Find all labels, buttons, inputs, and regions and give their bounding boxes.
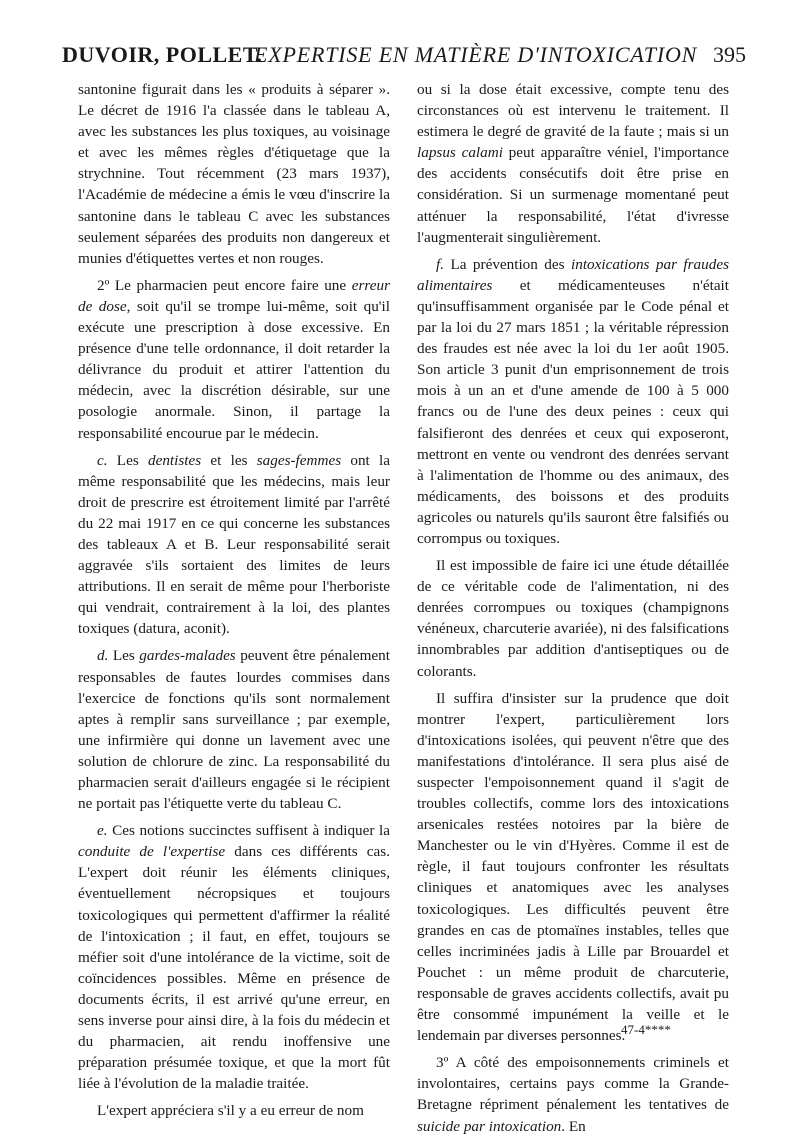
paragraph-suicide: 3º A côté des empoisonnements criminels et involontaires, certains pays comme la Grande-Bretagne répriment pénalement les tentatives de suicide par intoxication. En — [417, 1054, 729, 1135]
paragraph-fraudes-alimentaires: f. La prévention des intoxications par fraudes alimentaires et médicamenteuses n'était qu'insuffisamment organisée par le Code pénal et par la loi du 27 mars 1851 ; la véritable répression des fraudes est née avec la loi du 1er août 1905. Son article 3 punit d'un emprisonnement de trois mois à un an et d'une amende de 100 à 5 000 francs ou de l'une des deux peines : ceux qui falsifieront des denrées et ceux qui exposeront, mettront en vente ou vendront des denrées servant à l'alimentation de l'homme ou des animaux, des médicaments, des boissons et des produits agricoles ou naturels qu'ils sauront être falsifiés ou corrompus ou toxiques. — [417, 255, 729, 547]
paragraph-code-alimentation: Il est impossible de faire ici une étude détaillée de ce véritable code de l'alimentation, ni des denrées corrompues ou toxiques (champignons vénéneux, charcuterie avariée), ni des falsifications innombrables par addition d'antiseptiques ou de colorants. — [417, 557, 729, 680]
paragraph-conduite-expertise: e. Ces notions succinctes suffisent à indiquer la conduite de l'expertise dans ces différents cas. L'expert doit réunir les éléments cliniques, éventuellement nécropsiques et toujours toxicologiques qui permettent d'affirmer la réalité de l'intoxication ; il faut, en effet, toujours se méfier soit d'une intolérance de la victime, soit de coïncidences possibles. Même en présence de documents écrits, il est arrivé qu'une erreur, en sens inverse pour ainsi dire, à la fois du médecin et du pharmacien, ait rendu inoffensive une préparation présumée toxique, et que la mort fût liée à l'évolution de la maladie traitée. — [78, 822, 390, 1093]
running-header — [62, 42, 746, 76]
paragraph-prudence-expert: Il suffira d'insister sur la prudence que doit montrer l'expert, particulièrement lors d'intoxications isolées, qui peuvent n'être que des manifestations d'intolérance. Il sera plus aisé de suspecter l'empoisonnement quand il s'agit de troubles collectifs, comme lors des intoxications arsenicales restées notoires par la bière de Manchester ou le vin d'Hyères. Comme il est de règle, il faut toujours confronter les résultats cliniques et anatomiques avec les analyses toxicologiques. Les difficultés peuvent être grandes en cas de ptomaïnes instables, telles que celles incriminées jadis à Lille par Brouardel et Pouchet : un même produit de charcuterie, responsable de graves accidents collectifs, avait pu être consommé impunément la veille et le lendemain par diverses personnes. — [417, 689, 729, 1045]
paragraph-dentistes: c. Les dentistes et les sages-femmes ont la même responsabilité que les médecins, mais leur droit de prescrire est étroitement limité par l'arrêté du 22 mai 1917 en ce qui concerne les substances des tableaux A et B. Leur responsabilité serait aggravée s'ils sortaient des limites de leurs attributions. Il en serait de même pour l'herboriste qui vendrait, contrairement à la loi, des plantes toxiques (datura, aconit). — [78, 451, 390, 638]
paragraph-erreur-de-dose: 2º Le pharmacien peut encore faire une erreur de dose, soit qu'il se trompe lui-même, soit qu'il exécute une prescription à dose excessive. En présence d'une telle ordonnance, il doit retarder la délivrance du produit et attirer l'attention du médecin, avec la discrétion désirable, sur une posologie anormale. Sinon, il partage la responsabilité encourue par le médecin. — [78, 276, 390, 442]
header-authors: DUVOIR, POLLET. — [62, 42, 263, 67]
page-number: 395 — [713, 42, 746, 67]
paragraph-dose-excessive: ou si la dose était excessive, compte tenu des circonstances où est intervenu le traitement. Il estimera le degré de gravité de la faute ; mais si un lapsus calami peut apparaître véniel, l'importance des accidents consécutifs doit être prise en considération. Si un surmenage momentané peut atténuer la responsabilité, l'état d'ivresse l'augmenterait singulièrement. — [417, 81, 729, 246]
paragraph-expert-appreciera: L'expert appréciera s'il y a eu erreur de nom — [97, 1102, 364, 1120]
header-title: EXPERTISE EN MATIÈRE D'INTOXICATION — [254, 42, 698, 67]
left-column — [78, 79, 390, 1122]
right-column — [417, 79, 729, 1137]
printer-signature: 47-4**** — [621, 1022, 671, 1037]
paragraph-gardes-malades: d. Les gardes-malades peuvent être pénalement responsables de fautes lourdes commises dans l'exercice de fonctions qu'ils sont normalement aptes à remplir sans surveillance ; par exemple, une infirmière qui donne un lavement avec une solution de chlorure de zinc. La responsabilité du pharmacien serait d'ailleurs engagée si le récipient ne portait pas l'étiquette verte du tableau C. — [78, 647, 390, 813]
paragraph-santonine: santonine figurait dans les « produits à séparer ». Le décret de 1916 l'a classée dans le tableau A, avec les substances les plus toxiques, au voisinage et avec les mêmes règles d'étiquetage que la strychnine. Tout récemment (23 mars 1937), l'Académie de médecine a émis le vœu d'inscrire la santonine dans le tableau C avec les substances seulement séparées des produits non dangereux et munies d'étiquettes vertes et non rouges. — [78, 81, 390, 267]
